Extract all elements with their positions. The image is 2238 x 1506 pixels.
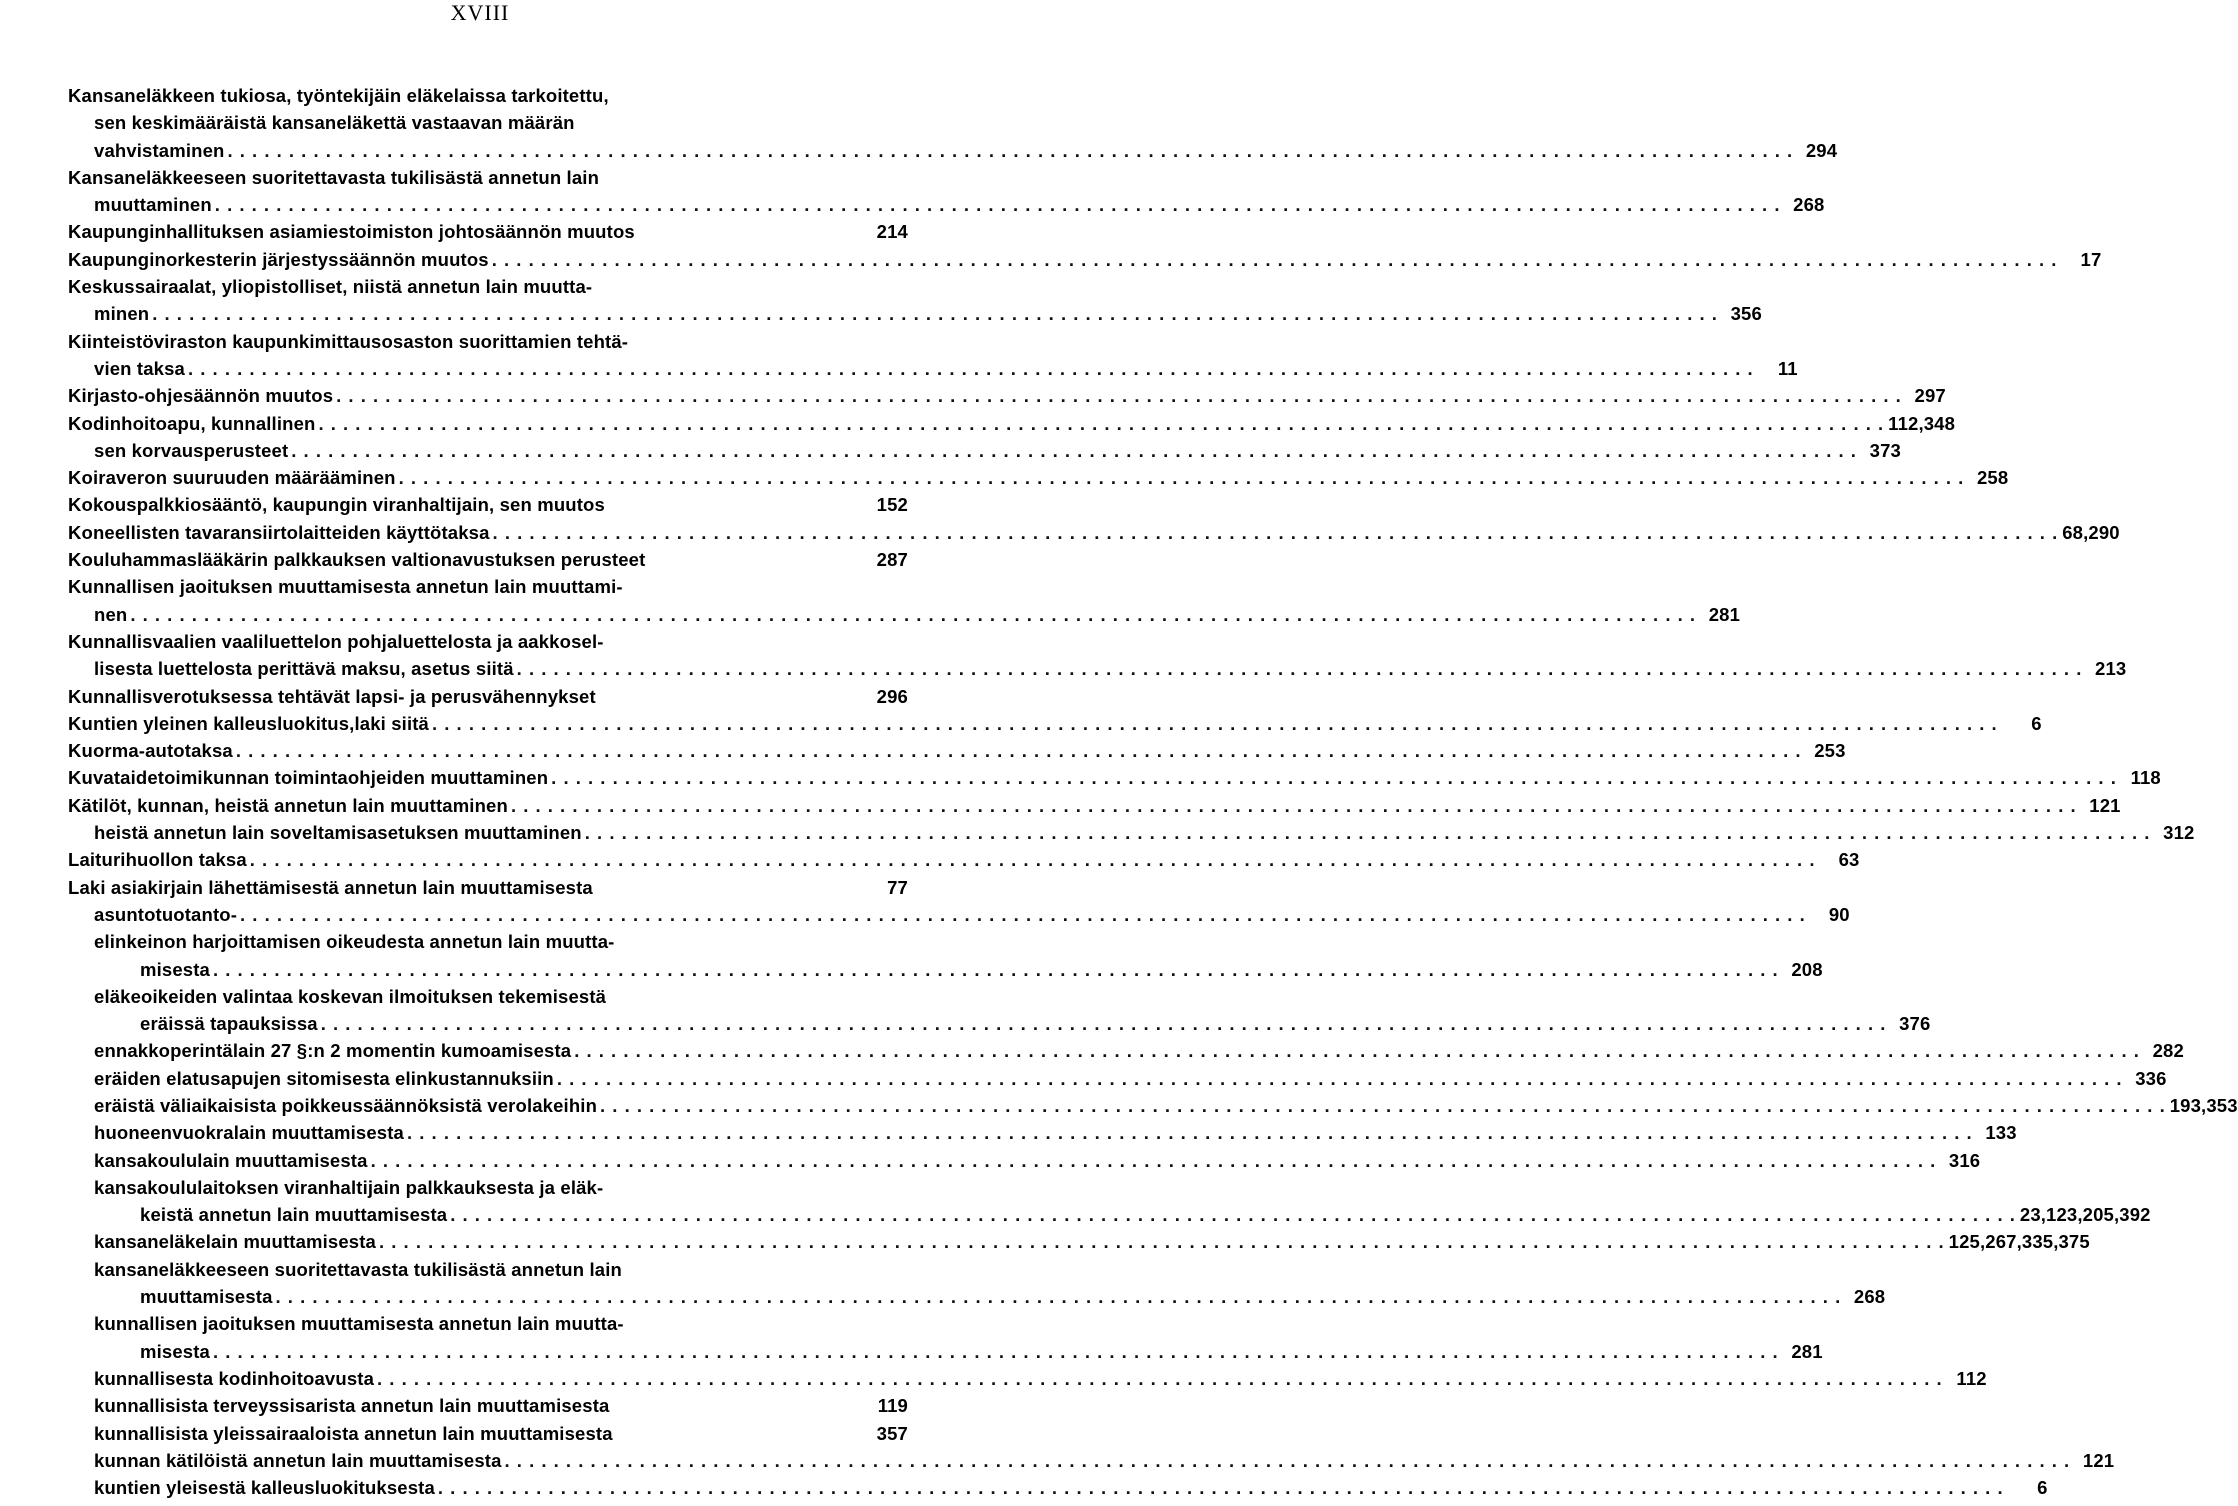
index-line xyxy=(68,109,908,136)
page-reference: 11 xyxy=(1777,357,1798,379)
index-line xyxy=(68,737,1846,764)
index-line xyxy=(68,874,908,901)
index-line xyxy=(68,792,2121,819)
page-reference: 77 xyxy=(887,876,908,898)
index-line xyxy=(68,137,1838,164)
index-line xyxy=(68,546,908,573)
entry-text: Kaupunginhallituksen asiamiestoimiston johtosäännön muutos xyxy=(68,221,635,243)
dot-leader xyxy=(407,1119,1973,1146)
page-reference: 208 xyxy=(1791,958,1823,980)
index-line xyxy=(68,1392,908,1419)
index-line xyxy=(68,628,908,655)
page-reference: 112,348 xyxy=(1888,412,1956,434)
entry-text: muuttaminen xyxy=(94,194,212,216)
page-reference: 281 xyxy=(1791,1340,1823,1362)
dot-leader xyxy=(188,355,1754,382)
dot-leader xyxy=(511,792,2077,819)
index-line xyxy=(68,983,908,1010)
index-line xyxy=(68,191,1825,218)
entry-text: minen xyxy=(94,303,150,325)
entry-text: Kouluhammaslääkärin palkkauksen valtionavustuksen perusteet xyxy=(68,549,646,571)
index-line xyxy=(68,1447,2115,1474)
page-reference: 336 xyxy=(2135,1067,2167,1089)
dot-leader xyxy=(574,1037,2140,1064)
entry-text: Kunnallisen jaoituksen muuttamisesta annetun lain muuttami- xyxy=(68,576,623,598)
index-line xyxy=(68,1201,2151,1228)
dot-leader xyxy=(517,655,2083,682)
page-reference: 356 xyxy=(1730,303,1762,325)
index-line xyxy=(68,956,1823,983)
index-line xyxy=(68,819,2195,846)
dot-leader xyxy=(557,1065,2123,1092)
index-line xyxy=(68,218,908,245)
dot-leader xyxy=(399,464,1965,491)
page-reference: 119 xyxy=(877,1395,908,1417)
page-reference: 296 xyxy=(876,685,908,707)
dot-leader xyxy=(213,956,1779,983)
entry-text: sen korvausperusteet xyxy=(94,439,289,461)
entry-text: muuttamisesta xyxy=(140,1286,273,1308)
index-line xyxy=(68,1310,908,1337)
page-reference: 125,267,335,375 xyxy=(1948,1231,2090,1253)
page-reference: 253 xyxy=(1814,740,1846,762)
entry-text: kuntien yleisestä kalleusluokituksesta xyxy=(94,1477,435,1499)
page-reference: 90 xyxy=(1828,903,1850,925)
entry-text: Kirjasto-ohjesäännön muutos xyxy=(68,385,334,407)
entry-text: kansaneläkkeeseen suoritettavasta tukilisästä annetun lain xyxy=(94,1258,622,1280)
entry-text: Kunnallisvaalien vaaliluettelon pohjaluettelosta ja aakkosel- xyxy=(68,630,604,652)
page-reference: 133 xyxy=(1985,1122,2017,1144)
dot-leader xyxy=(130,601,1696,628)
index-line xyxy=(68,710,2042,737)
index-line xyxy=(68,901,1850,928)
entry-text: nen xyxy=(94,603,128,625)
entry-text: asuntotuotanto- xyxy=(94,903,238,925)
dot-leader xyxy=(600,1092,2166,1119)
dot-leader xyxy=(152,300,1718,327)
page-reference: 281 xyxy=(1708,603,1741,625)
dot-leader xyxy=(377,1365,1943,1392)
entry-text: vien taksa xyxy=(94,357,185,379)
entry-text: Kiinteistöviraston kaupunkimittausosaston suorittamien tehtä- xyxy=(68,330,629,352)
page-reference: 121 xyxy=(2082,1449,2115,1471)
entry-text: eräistä väliaikaisista poikkeussäännöksistä verolakeihin xyxy=(94,1094,598,1116)
dot-leader xyxy=(236,737,1802,764)
entry-text: eläkeoikeiden valintaa koskevan ilmoituksen tekemisestä xyxy=(94,985,607,1007)
dot-leader xyxy=(213,1338,1779,1365)
page-reference: 214 xyxy=(876,221,908,243)
entry-text: huoneenvuokralain muuttamisesta xyxy=(94,1122,404,1144)
index-line xyxy=(68,1420,908,1447)
entry-text: eräissä tapauksissa xyxy=(140,1013,318,1035)
index-line xyxy=(68,1010,1931,1037)
index-line xyxy=(68,1065,2167,1092)
index-line xyxy=(68,1256,908,1283)
page-reference: 268 xyxy=(1793,194,1825,216)
page-reference: 152 xyxy=(876,494,908,516)
index-line xyxy=(68,1147,1981,1174)
page-reference: 282 xyxy=(2152,1040,2184,1062)
index-line xyxy=(68,1119,2017,1146)
entry-text: kansakoululaitoksen viranhaltijain palkkauksesta ja eläk- xyxy=(94,1176,604,1198)
dot-leader xyxy=(551,764,2117,791)
entry-text: kunnallisista terveyssisarista annetun lain muuttamisesta xyxy=(94,1395,610,1417)
entry-text: vahvistaminen xyxy=(94,139,225,161)
index-line xyxy=(68,464,2009,491)
index-line xyxy=(68,601,1741,628)
page-reference: 316 xyxy=(1948,1149,1981,1171)
dot-leader xyxy=(450,1201,2016,1228)
index-line xyxy=(68,1228,2090,1255)
page-reference: 357 xyxy=(876,1422,908,1444)
dot-leader xyxy=(250,846,1816,873)
index-line xyxy=(68,846,1860,873)
dot-leader xyxy=(585,819,2151,846)
dot-leader xyxy=(371,1147,1937,1174)
entry-text: Kansaneläkkeen tukiosa, työntekijäin eläkelaissa tarkoitettu, xyxy=(68,85,609,106)
entry-text: Kuntien yleinen kalleusluokitus,laki siitä xyxy=(68,712,429,734)
entry-text: eräiden elatusapujen sitomisesta elinkustannuksiin xyxy=(94,1067,554,1089)
index-line xyxy=(68,1092,2238,1119)
entry-text: Kodinhoitoapu, kunnallinen xyxy=(68,412,316,434)
dot-leader xyxy=(379,1228,1945,1255)
entry-text: ennakkoperintälain 27 §:n 2 momentin kumoamisesta xyxy=(94,1040,572,1062)
entry-text: keistä annetun lain muuttamisesta xyxy=(140,1204,448,1226)
page-reference: 112 xyxy=(1956,1367,1987,1389)
index-line xyxy=(68,764,2161,791)
dot-leader xyxy=(291,437,1857,464)
page-reference: 294 xyxy=(1805,139,1838,161)
index-line xyxy=(68,1338,1823,1365)
page-reference: 287 xyxy=(876,549,908,571)
dot-leader xyxy=(493,519,2059,546)
entry-text: Kokouspalkkiosääntö, kaupungin viranhaltijain, sen muutos xyxy=(68,494,605,516)
index-line xyxy=(68,491,908,518)
page-number: XVIII xyxy=(450,0,510,25)
page-reference: 213 xyxy=(2095,658,2127,680)
dot-leader xyxy=(505,1447,2071,1474)
index-line xyxy=(68,573,908,600)
page-reference: 268 xyxy=(1853,1286,1886,1308)
index-line xyxy=(68,1365,1987,1392)
index-line xyxy=(68,1283,1886,1310)
entry-text: Laki asiakirjain lähettämisestä annetun lain muuttamisesta xyxy=(68,876,593,898)
index-line xyxy=(68,437,1901,464)
page-reference: 373 xyxy=(1869,439,1901,461)
dot-leader xyxy=(276,1283,1842,1310)
entry-text: kunnan kätilöistä annetun lain muuttamisesta xyxy=(94,1449,502,1471)
page-reference: 258 xyxy=(1976,467,2009,489)
index-line xyxy=(68,355,1798,382)
entry-text: Kuvataidetoimikunnan toimintaohjeiden muuttaminen xyxy=(68,767,549,789)
entry-text: kunnallisen jaoituksen muuttamisesta annetun lain muutta- xyxy=(94,1313,624,1335)
entry-text: kansakoululain muuttamisesta xyxy=(94,1149,368,1171)
page-reference: 193,353 xyxy=(2169,1094,2238,1116)
index-line xyxy=(68,519,2120,546)
dot-leader xyxy=(336,382,1902,409)
page-reference: 6 xyxy=(2037,1477,2048,1499)
dot-leader xyxy=(492,246,2058,273)
page-reference: 118 xyxy=(2130,767,2161,789)
index-line xyxy=(68,928,908,955)
page-reference: 121 xyxy=(2089,794,2121,816)
index-line xyxy=(68,82,908,109)
entry-text: Kunnallisverotuksessa tehtävät lapsi- ja perusvähennykset xyxy=(68,685,596,707)
index-line xyxy=(68,300,1762,327)
page-reference: 6 xyxy=(2031,712,2042,734)
index-line xyxy=(68,164,908,191)
entry-text: kunnallisista yleissairaaloista annetun lain muuttamisesta xyxy=(94,1422,613,1444)
entry-text: Kansaneläkkeeseen suoritettavasta tukilisästä annetun lain xyxy=(68,166,600,188)
entry-text: misesta xyxy=(140,958,210,980)
entry-text: sen keskimääräistä kansaneläkettä vastaavan määrän xyxy=(94,112,575,134)
entry-text: elinkeinon harjoittamisen oikeudesta annetun lain muutta- xyxy=(94,931,615,953)
page-reference: 63 xyxy=(1838,849,1860,871)
entry-text: Keskussairaalat, yliopistolliset, niistä annetun lain muutta- xyxy=(68,276,593,298)
dot-leader xyxy=(227,137,1793,164)
index-line xyxy=(68,1174,908,1201)
entry-text: heistä annetun lain soveltamisasetuksen muuttaminen xyxy=(94,822,582,844)
page-reference: 68,290 xyxy=(2062,521,2120,543)
entry-text: Kätilöt, kunnan, heistä annetun lain muuttaminen xyxy=(68,794,508,816)
dot-leader xyxy=(318,410,1884,437)
entry-text: Koneellisten tavaransiirtolaitteiden käyttötaksa xyxy=(68,521,490,543)
page-reference: 297 xyxy=(1914,385,1946,407)
dot-leader xyxy=(240,901,1806,928)
dot-leader xyxy=(321,1010,1887,1037)
entry-text: Kaupunginorkesterin järjestyssäännön muutos xyxy=(68,248,489,270)
dot-leader xyxy=(215,191,1781,218)
page-reference: 376 xyxy=(1899,1013,1931,1035)
index-line xyxy=(68,683,908,710)
index-line xyxy=(68,382,1946,409)
entry-text: Koiraveron suuruuden määrääminen xyxy=(68,467,396,489)
dot-leader xyxy=(432,710,1998,737)
index-line xyxy=(68,246,2102,273)
entry-text: lisesta luettelosta perittävä maksu, asetus siitä xyxy=(94,658,514,680)
index-line xyxy=(68,328,908,355)
index-line xyxy=(68,410,1956,437)
index-line xyxy=(68,273,908,300)
index-line xyxy=(68,1037,2184,1064)
index-line xyxy=(68,655,2127,682)
entry-text: Laiturihuollon taksa xyxy=(68,849,247,871)
index-line xyxy=(68,1474,2048,1501)
entry-text: kansaneläkelain muuttamisesta xyxy=(94,1231,376,1253)
page-reference: 23,123,205,392 xyxy=(2019,1204,2151,1226)
page-reference: 17 xyxy=(2080,248,2102,270)
index-entries xyxy=(68,82,2238,1501)
entry-text: misesta xyxy=(140,1340,210,1362)
page-reference: 312 xyxy=(2163,822,2195,844)
entry-text: Kuorma-autotaksa xyxy=(68,740,233,762)
entry-text: kunnallisesta kodinhoitoavusta xyxy=(94,1367,375,1389)
dot-leader xyxy=(438,1474,2004,1501)
